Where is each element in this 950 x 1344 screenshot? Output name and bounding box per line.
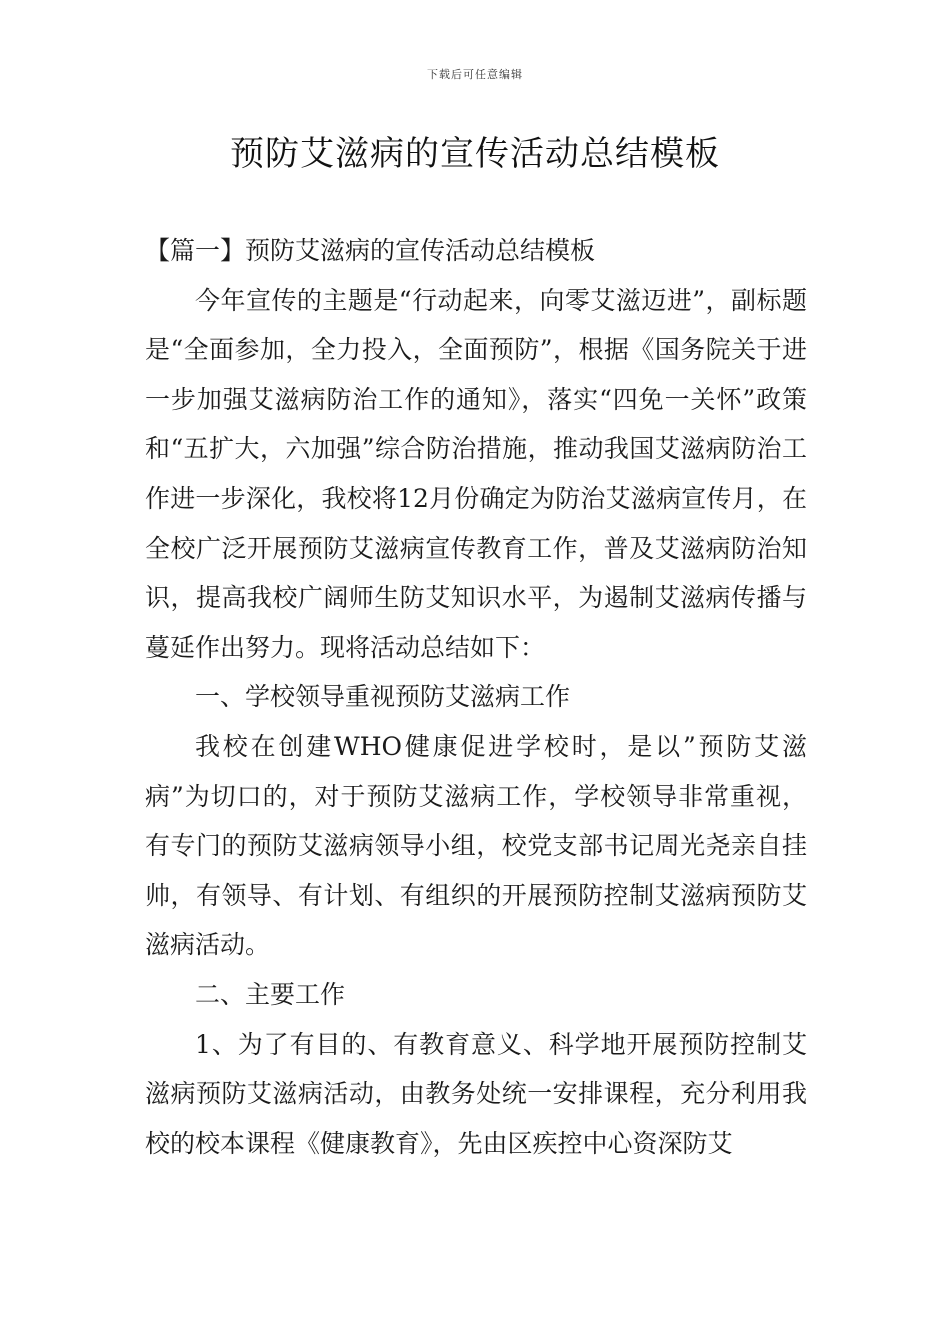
- paragraph-intro: 今年宣传的主题是“行动起来，向零艾滋迈进”，副标题是“全面参加，全力投入，全面预防”，根据《国务院关于进一步加强艾滋病防治工作的通知》，落实“四免一关怀”政策和“五扩大，六加强”综合防治措施，推动我国艾滋病防治工作进一步深化，我校将12月份确定为防治艾滋病宣传月，在全校广泛开展预防艾滋病宣传教育工作，普及艾滋病防治知识，提高我校广阔师生防艾知识水平，为遏制艾滋病传播与蔓延作出努力。现将活动总结如下：: [145, 285, 807, 662]
- header-note: 下载后可任意编辑: [427, 68, 523, 81]
- subheading-main-work: 二、主要工作: [195, 979, 346, 1009]
- document-title: 预防艾滋病的宣传活动总结模板: [230, 134, 720, 174]
- paragraph-leadership: 我校在创建WHO健康促进学校时，是以”预防艾滋病”为切口的，对于预防艾滋病工作，学校领导非常重视，有专门的预防艾滋病领导小组，校党支部书记周光尧亲自挂帅，有领导、有计划、有组织的开展预防控制艾滋病预防艾滋病活动。: [145, 731, 807, 960]
- subheading-leadership: 一、学校领导重视预防艾滋病工作: [195, 682, 571, 712]
- document-body: [145, 226, 807, 1168]
- section-heading: 【篇一】预防艾滋病的宣传活动总结模板: [145, 236, 596, 265]
- paragraph-main-work-1: 1、为了有目的、有教育意义、科学地开展预防控制艾滋病预防艾滋病活动，由教务处统一安排课程，充分利用我校的校本课程《健康教育》，先由区疾控中心资深防艾: [145, 1029, 807, 1158]
